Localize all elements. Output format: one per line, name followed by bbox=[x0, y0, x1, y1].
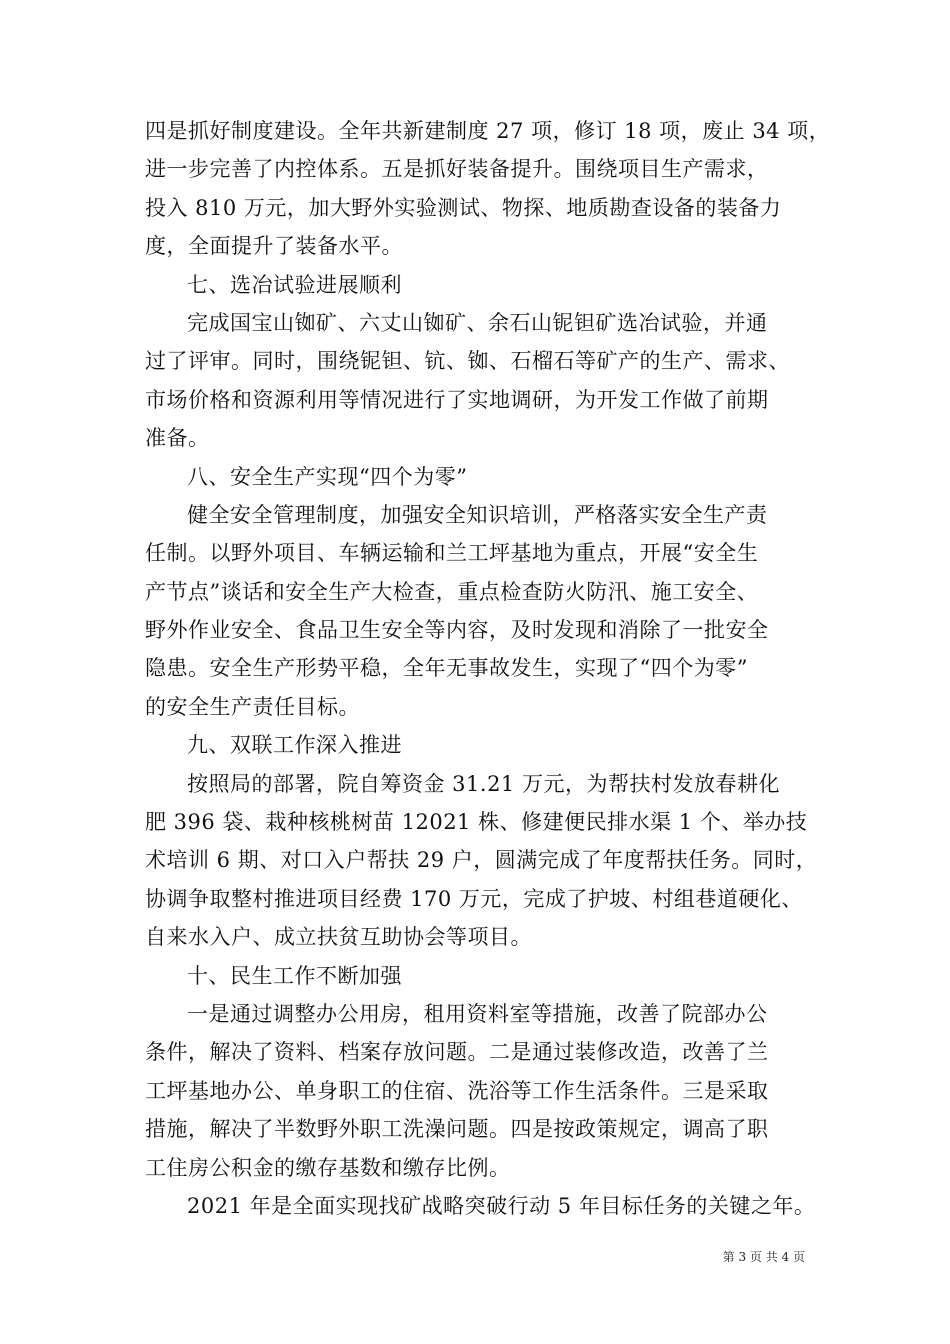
text-line: 健全安全管理制度，加强安全知识培训，严格落实安全生产责 bbox=[187, 502, 768, 527]
text-line: 过了评审。同时，围绕铌钽、钪、铷、石榴石等矿产的生产、需求、 bbox=[145, 349, 790, 374]
text-line: 按照局的部署，院自筹资金 31.21 万元，为帮扶村发放春耕化 bbox=[187, 771, 780, 796]
text-line: 自来水入户、成立扶贫互助协会等项目。 bbox=[145, 925, 532, 950]
text-line: 度，全面提升了装备水平。 bbox=[145, 234, 403, 259]
text-line: 措施，解决了半数野外职工洗澡问题。四是按政策规定，调高了职 bbox=[145, 1117, 769, 1142]
text-line: 投入 810 万元，加大野外实验测试、物探、地质勘查设备的装备力 bbox=[145, 195, 782, 220]
text-line: 一是通过调整办公用房，租用资料室等措施，改善了院部办公 bbox=[187, 1001, 768, 1026]
text-line: 市场价格和资源利用等情况进行了实地调研，为开发工作做了前期 bbox=[145, 387, 769, 412]
text-line: 术培训 6 期、对口入户帮扶 29 户，圆满完成了年度帮扶任务。同时， bbox=[145, 848, 818, 873]
document-body bbox=[145, 112, 831, 1225]
text-line: 协调争取整村推进项目经费 170 万元，完成了护坡、村组巷道硬化、 bbox=[145, 886, 803, 911]
text-line: 进一步完善了内控体系。五是抓好装备提升。围绕项目生产需求， bbox=[145, 157, 769, 182]
text-line: 准备。 bbox=[145, 426, 210, 451]
text-line: 条件，解决了资料、档案存放问题。二是通过装修改造，改善了兰 bbox=[145, 1040, 769, 1065]
text-line: 的安全生产责任目标。 bbox=[145, 694, 360, 719]
text-line: 2021 年是全面实现找矿战略突破行动 5 年目标任务的关键之年。 bbox=[187, 1193, 816, 1218]
text-line: 野外作业安全、食品卫生安全等内容，及时发现和消除了一批安全 bbox=[145, 618, 769, 643]
section-heading: 八、安全生产实现“四个为零” bbox=[187, 464, 468, 489]
text-line: 产节点”谈话和安全生产大检查，重点检查防火防汛、施工安全、 bbox=[145, 579, 759, 604]
text-line: 肥 396 袋、栽种核桃树苗 12021 株、修建便民排水渠 1 个、举办技 bbox=[145, 810, 808, 835]
text-line: 隐患。安全生产形势平稳，全年无事故发生，实现了“四个为零” bbox=[145, 656, 748, 681]
section-heading: 十、民生工作不断加强 bbox=[187, 963, 402, 988]
page-number: 第 3 页 共 4 页 bbox=[722, 1250, 805, 1264]
text-line: 完成国宝山铷矿、六丈山铷矿、余石山铌钽矿选冶试验，并通 bbox=[187, 310, 768, 335]
section-heading: 九、双联工作深入推进 bbox=[187, 733, 402, 758]
text-line: 四是抓好制度建设。全年共新建制度 27 项，修订 18 项，废止 34 项， bbox=[145, 119, 831, 143]
text-line: 任制。以野外项目、车辆运输和兰工坪基地为重点，开展“安全生 bbox=[145, 541, 759, 566]
text-line: 工住房公积金的缴存基数和缴存比例。 bbox=[145, 1155, 511, 1180]
text-line: 工坪基地办公、单身职工的住宿、洗浴等工作生活条件。三是采取 bbox=[145, 1078, 769, 1103]
section-heading: 七、选冶试验进展顺利 bbox=[187, 272, 402, 297]
